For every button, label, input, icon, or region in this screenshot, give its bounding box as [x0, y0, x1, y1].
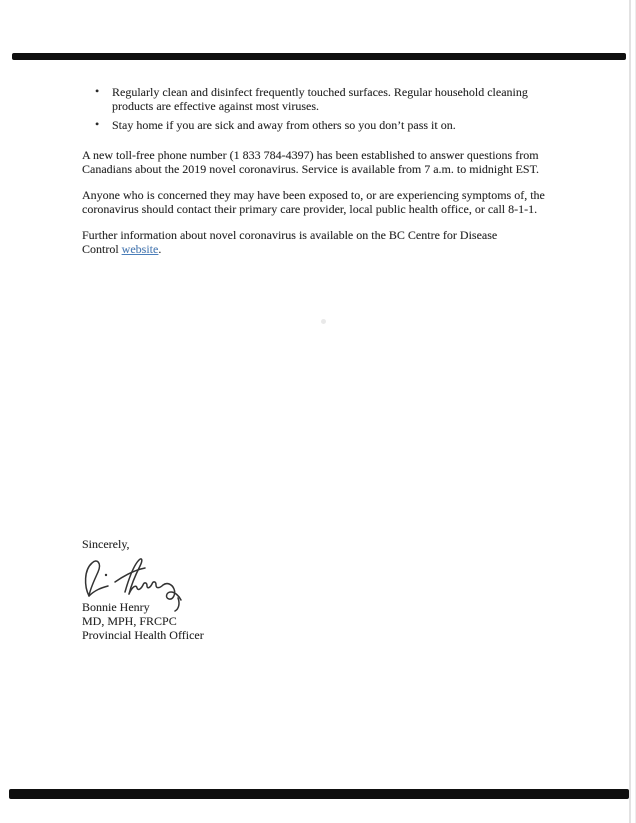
list-item — [82, 118, 592, 132]
text-line: products are effective against most viruses. — [112, 99, 320, 113]
bullet-list — [82, 85, 592, 132]
bullet-icon: • — [95, 84, 100, 98]
list-item — [82, 85, 592, 113]
page-edge-shadow-line — [629, 0, 631, 823]
text-line: Anyone who is concerned they may have been exposed to, or are experiencing symptoms of, the — [82, 188, 545, 202]
paragraph-exposure — [82, 188, 602, 216]
text-line: Stay home if you are sick and away from others so you don’t pass it on. — [112, 118, 456, 132]
paragraph-further-info — [82, 228, 602, 256]
signatory-name: Bonnie Henry — [82, 600, 150, 614]
signatory-block — [82, 600, 204, 642]
scan-speck — [321, 319, 326, 324]
bullet-icon: • — [95, 117, 100, 131]
text-line: Further information about novel coronavirus is available on the BC Centre for Disease — [82, 228, 498, 242]
link-prefix-text: Control — [82, 242, 119, 256]
text-line — [82, 242, 602, 256]
text-line: coronavirus should contact their primary care provider, local public health office, or call 8-1-1. — [82, 202, 538, 216]
paragraph-tollfree — [82, 148, 602, 176]
signatory-credentials: MD, MPH, FRCPC — [82, 614, 177, 628]
closing-salutation: Sincerely, — [82, 537, 130, 551]
scan-artifact-top-bar — [12, 53, 626, 60]
text-line: A new toll-free phone number (1 833 784-4397) has been established to answer questions from — [82, 148, 539, 162]
signatory-title: Provincial Health Officer — [82, 628, 204, 642]
text-line: Canadians about the 2019 novel coronavirus. Service is available from 7 a.m. to midnight EST. — [82, 162, 540, 176]
text-line: Regularly clean and disinfect frequently touched surfaces. Regular household cleaning — [112, 85, 528, 99]
bccdc-website-link[interactable]: website — [121, 242, 159, 256]
scan-artifact-bottom-bar — [9, 789, 629, 799]
link-suffix-text: . — [158, 242, 162, 256]
